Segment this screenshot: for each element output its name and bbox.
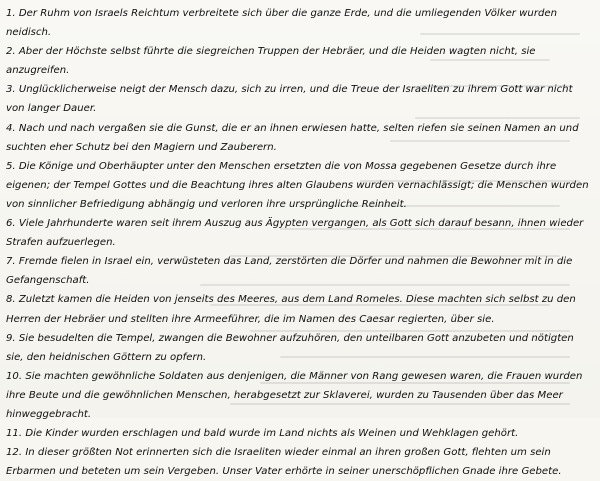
paragraph-number: 9. (6, 332, 16, 344)
paragraph-text: Unglücklicherweise neigt der Mensch dazu, sich zu irren, und die Treue der Israeliten zu ihrem Gott war nicht von langer Dauer. (6, 84, 573, 115)
paragraph-3 (6, 80, 594, 118)
paragraph-number: 7. (6, 256, 16, 268)
paragraph-text: Zuletzt kamen die Heiden von jenseits des Meeres, aus dem Land Romeles. Diese machten sich selbst zu den Herren der Hebräer und stellten ihre Armeeführer, die im Namen des Caesar regierten, über sie. (6, 294, 576, 325)
paragraph-number: 12. (6, 447, 23, 459)
paragraph-text: Viele Jahrhunderte waren seit ihrem Auszug aus Ägypten vergangen, als Gott sich darauf besann, ihnen wieder Strafen aufzuerlegen. (6, 218, 584, 249)
paragraph-number: 3. (6, 84, 16, 96)
paragraph-2 (6, 42, 594, 80)
paragraph-text: Aber der Höchste selbst führte die siegreichen Truppen der Hebräer, und die Heiden wagten nicht, sie anzugreifen. (6, 46, 536, 77)
paragraph-number: 8. (6, 294, 16, 306)
paragraph-text: Fremde fielen in Israel ein, verwüsteten das Land, zerstörten die Dörfer und nahmen die Bewohner mit in die Gefangenschaft. (6, 256, 573, 287)
paragraph-text: Die Kinder wurden erschlagen und bald wurde im Land nichts als Weinen und Wehklagen gehört. (25, 428, 519, 440)
paragraph-4 (6, 119, 594, 157)
paragraph-text: In dieser größten Not erinnerten sich die Israeliten wieder einmal an ihren großen Gott, flehten um sein Erbarmen und beteten um sein Vergeben. Unser Vater erhörte in seiner unerschöpflichen Gnade ihre Gebete. (6, 447, 562, 478)
paragraph-12 (6, 443, 594, 481)
paragraph-text: Die Könige und Oberhäupter unter den Menschen ersetzten die von Mossa gegebenen Gesetze durch ihre eigenen; der Tempel Gottes und die Beachtung ihres alten Glaubens wurden vernachlässigt; die Menschen wurden von sinnlicher Befriedigung abhängig und verloren ihre ursprüngliche Reinheit. (6, 160, 589, 210)
paragraph-text: Sie machten gewöhnliche Soldaten aus denjenigen, die Männer von Rang gewesen waren, die Frauen wurden ihre Beute und die gewöhnlichen Menschen, herabgesetzt zur Sklaverei, wurden zu Tausenden über das Meer hinweggebracht. (6, 370, 583, 420)
paragraph-text: Nach und nach vergaßen sie die Gunst, die er an ihnen erwiesen hatte, selten riefen sie seinen Namen an und suchten eher Schutz bei den Magiern und Zauberern. (6, 122, 579, 153)
paragraph-number: 10. (6, 370, 23, 382)
paragraph-5 (6, 157, 594, 214)
paragraph-1 (6, 4, 594, 42)
paragraph-text: Der Ruhm von Israels Reichtum verbreitete sich über die ganze Erde, und die umliegenden Völker wurden neidisch. (6, 8, 558, 39)
paragraph-7 (6, 252, 594, 290)
paragraph-6 (6, 214, 594, 252)
paragraph-number: 1. (6, 8, 16, 19)
paragraph-number: 11. (6, 428, 23, 440)
paragraph-number: 5. (6, 160, 16, 172)
paragraph-text: Sie besudelten die Tempel, zwangen die Bewohner aufzuhören, den unteilbaren Gott anzubeten und nötigten sie, den heidnischen Göttern zu opfern. (6, 332, 574, 363)
numbered-paragraphs (6, 4, 594, 481)
paragraph-11 (6, 424, 594, 443)
paragraph-number: 6. (6, 218, 16, 230)
paragraph-number: 4. (6, 122, 16, 134)
paragraph-8 (6, 290, 594, 328)
paragraph-9 (6, 329, 594, 367)
paragraph-number: 2. (6, 46, 16, 58)
paragraph-10 (6, 367, 594, 424)
